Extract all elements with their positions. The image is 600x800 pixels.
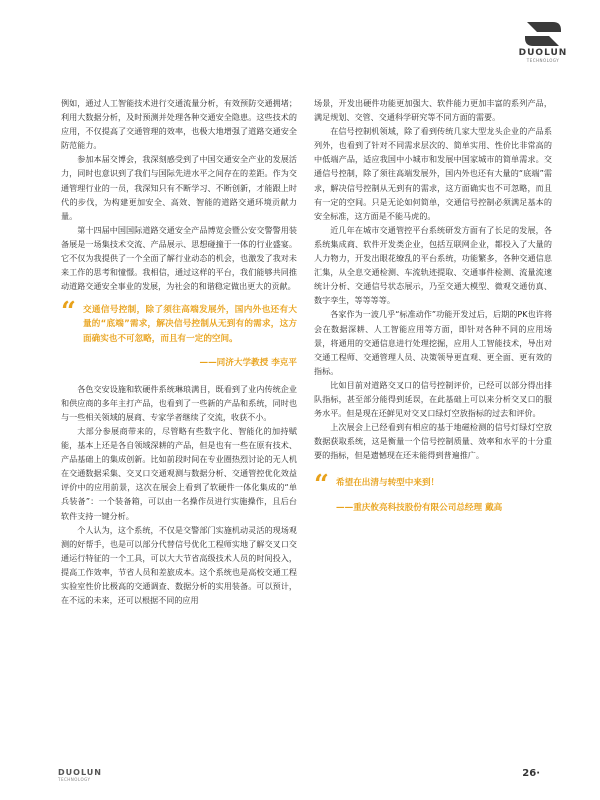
- paragraph: 个人认为，这个系统，不仅是交警部门实施机动灵活的现场观测的好帮手，也是可以部分代替信号优化工程师实地了解交叉口交通运行特征的一个工具，可以大大节省高级技术人员的时间投入，提高工作效率，节省人员和差旅成本。这个系统也是高校交通工程实验室性价比极高的交通调查、数据分析的实用装备。可以预计，在不远的未来，还可以根据不同的应用: [61, 524, 297, 606]
- pull-quote: [314, 470, 552, 514]
- pull-quote: [61, 297, 297, 369]
- paragraph: 上次展会上已经看到有相应的基于地磁检测的信号灯绿灯空放数据获取系统，这是衡量一个信号控制质量、效率和水平的十分重要的指标，但是遗憾现在还未能得到普遍推广。: [314, 422, 552, 461]
- paragraph: 各家作为一波几乎“标准动作”功能开发过后，后期的PK也许将会在数据深耕、人工智能应用等方面，即针对各种不同的应用场景，将通用的交通信息进行处理挖掘，应用人工智能技术，导出对交通工程师、交通管理人员、决策领导更直观、更全面、更有效的指标。: [314, 309, 552, 376]
- page-number: 26·: [522, 768, 540, 779]
- paragraph: 大部分参展商带来的，尽管略有些数字化、智能化的加持赋能，基本上还是各自领域深耕的产品，但是也有一些在原有技术、产品基础上的集成创新。比如前段时间在专业圈热烈讨论的无人机在交通数据采集、交叉口交通观测与数据分析、交通管控优化效益评价中的应用前景，这次在展会上看到了软硬件一体化集成的“单兵装备”：一个装备箱，可以由一名操作员进行实施操作，且后台软件支持一键分析。: [61, 425, 297, 521]
- paragraph: 比如目前对道路交叉口的信号控制评价，已经可以部分得出排队指标，甚至部分能得到延误，在此基础上可以来分析交叉口的服务水平。但是现在还鲜见对交叉口绿灯空放指标的过去和评价。: [314, 379, 552, 419]
- brand-logo-bottom: [58, 768, 102, 782]
- paragraph: 场景，开发出硬件功能更加强大、软件能力更加丰富的系列产品，满足规划、交管、交通科学研究等不同方面的需要。: [314, 98, 552, 123]
- paragraph: 各色交安设施和软硬件系统琳琅满目，既看到了业内传统企业和供应商的多年主打产品，也看到了一些新的产品和系统，同时也与一些相关领域的展商、专家学者继续了交流，收获不小。: [61, 383, 297, 422]
- left-column: [61, 96, 297, 607]
- paragraph: 参加本届交博会，我深刻感受到了中国交通安全产业的发展活力，同时也意识到了我们与国际先进水平之间存在的差距。作为交通管理行业的一员，我深知只有不断学习、不断创新，才能跟上时代的步伐，为构建更加安全、高效、智能的道路交通环境贡献力量。: [61, 154, 297, 221]
- logo-mark-icon: [523, 20, 563, 48]
- right-column: [314, 96, 552, 527]
- quote-source: ——同济大学教授 李克平: [199, 357, 297, 368]
- brand-subtitle: TECHNOLOGY: [526, 58, 560, 63]
- brand-subtitle: TECHNOLOGY: [58, 777, 91, 782]
- quote-mark-icon: “: [314, 470, 329, 501]
- paragraph: 第十四届中国国际道路交通安全产品博览会暨公安交警警用装备展是一场集技术交流、产品展示、思想碰撞于一体的行业盛宴。它不仅为我提供了一个全面了解行业动态的机会，也激发了我对未来工作的思考和憧憬。我相信，通过这样的平台，我们能够共同推动道路交通安全事业的发展，为社会的和谐稳定做出更大的贡献。: [61, 224, 297, 292]
- quote-source: ——重庆攸亮科技股份有限公司总经理 戴高: [336, 502, 503, 513]
- paragraph: 近几年在城市交通管控平台系统研发方面有了长足的发展，各系统集成商、软件开发类企业，包括互联网企业，都投入了大量的人力物力，开发出眼花缭乱的平台系统，功能繁多，各种交通信息汇集，从全息交通检测、车流轨迹提取、交通事件检测、流量流速统计分析、交通信号状态展示，乃至交通大模型、微观交通仿真、数字孪生，等等等等。: [314, 224, 552, 306]
- paragraph: 例如，通过人工智能技术进行交通流量分析，有效预防交通拥堵；利用大数据分析，及时预测并处理各种交通安全隐患。这些技术的应用，不仅提高了交通管理的效率，也极大地增强了道路交通安全防范能力。: [61, 98, 297, 151]
- brand-logo-top: [508, 20, 578, 63]
- quote-text: 希望在出清与转型中来到！: [336, 478, 440, 489]
- brand-name: DUOLUN: [518, 48, 568, 58]
- page-footer: [0, 760, 600, 800]
- quote-text: 交通信号控制，除了须往高端发展外，国内外也还有大量的“底端”需求，解决信号控制从无到有的需求，这方面确实也不可忽略，而且有一定的空间。: [83, 305, 297, 344]
- quote-mark-icon: “: [61, 297, 76, 328]
- paragraph: 在信号控制机领域，除了看到传统几家大型龙头企业的产品系列外，也看到了针对不同需求层次的、简单实用、性价比非常高的中低端产品，适应我国中小城市和发展中国家城市的简单需求。交通信号控制，除了须往高端发展外，国内外也还有大量的“底端”需求，解决信号控制从无到有的需求，这方面确实也不可忽略，而且有一定的空间。只是无论如何简单，交通信号控制必须满足基本的安全标准，这方面是不能马虎的。: [314, 126, 552, 221]
- brand-name: DUOLUN: [58, 768, 102, 777]
